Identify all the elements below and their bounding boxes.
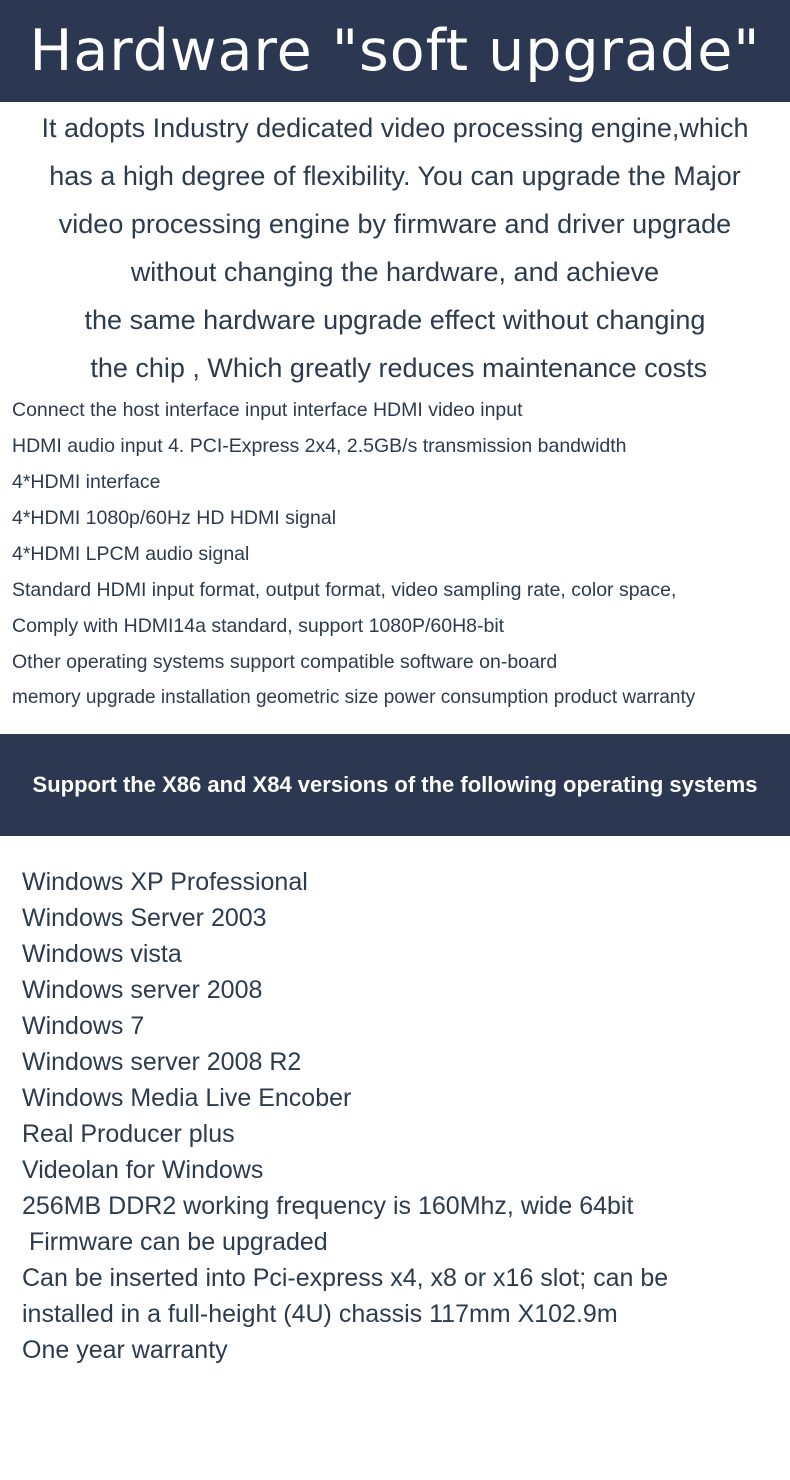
intro-line: has a high degree of flexibility. You can upgrade the Major (49, 161, 741, 191)
os-list-item: Firmware can be upgraded (22, 1228, 328, 1256)
os-list-item: Windows server 2008 (22, 976, 263, 1004)
spec-item: 4*HDMI LPCM audio signal (12, 543, 250, 565)
spec-item: Comply with HDMI14a standard, support 1080P/60H8-bit (12, 615, 505, 637)
os-list-item: Windows server 2008 R2 (22, 1048, 302, 1076)
intro-paragraph (0, 104, 790, 392)
intro-line: without changing the hardware, and achieve (130, 257, 660, 287)
os-list-item: One year warranty (22, 1336, 228, 1364)
spec-item: HDMI audio input 4. PCI-Express 2x4, 2.5GB/s transmission bandwidth (12, 435, 627, 457)
os-list (0, 836, 790, 1368)
os-list-item: Windows XP Professional (22, 868, 308, 896)
intro-line: It adopts Industry dedicated video processing engine,which (41, 113, 749, 143)
spec-item: Other operating systems support compatible software on-board (12, 651, 558, 673)
spec-item: Connect the host interface input interface HDMI video input (12, 399, 523, 421)
spec-list (0, 392, 790, 716)
os-list-item: Can be inserted into Pci-express x4, x8 or x16 slot; can be (22, 1264, 669, 1292)
intro-line: video processing engine by firmware and driver upgrade (58, 209, 732, 239)
os-list-item: Windows 7 (22, 1012, 145, 1040)
spec-item: 4*HDMI 1080p/60Hz HD HDMI signal (12, 507, 337, 529)
os-list-item: 256MB DDR2 working frequency is 160Mhz, wide 64bit (22, 1192, 634, 1220)
spec-item: 4*HDMI interface (12, 471, 161, 493)
os-list-item: Real Producer plus (22, 1120, 235, 1148)
intro-line: the chip , Which greatly reduces maintenance costs (82, 353, 708, 383)
intro-line: the same hardware upgrade effect without changing (84, 305, 706, 335)
page-title: Hardware "soft upgrade" (29, 18, 761, 84)
hero-banner (0, 0, 790, 102)
os-list-item: Videolan for Windows (22, 1156, 264, 1184)
os-list-item: installed in a full-height (4U) chassis 117mm X102.9m (22, 1300, 618, 1328)
spec-item: Standard HDMI input format, output format, video sampling rate, color space, (12, 579, 677, 601)
os-list-item: Windows Media Live Encober (22, 1084, 352, 1112)
os-list-item: Windows Server 2003 (22, 904, 267, 932)
os-section-banner (0, 734, 790, 836)
os-list-item: Windows vista (22, 940, 182, 968)
spec-item: memory upgrade installation geometric size power consumption product warranty (12, 687, 696, 708)
os-section-title: Support the X86 and X84 versions of the following operating systems (32, 772, 758, 797)
